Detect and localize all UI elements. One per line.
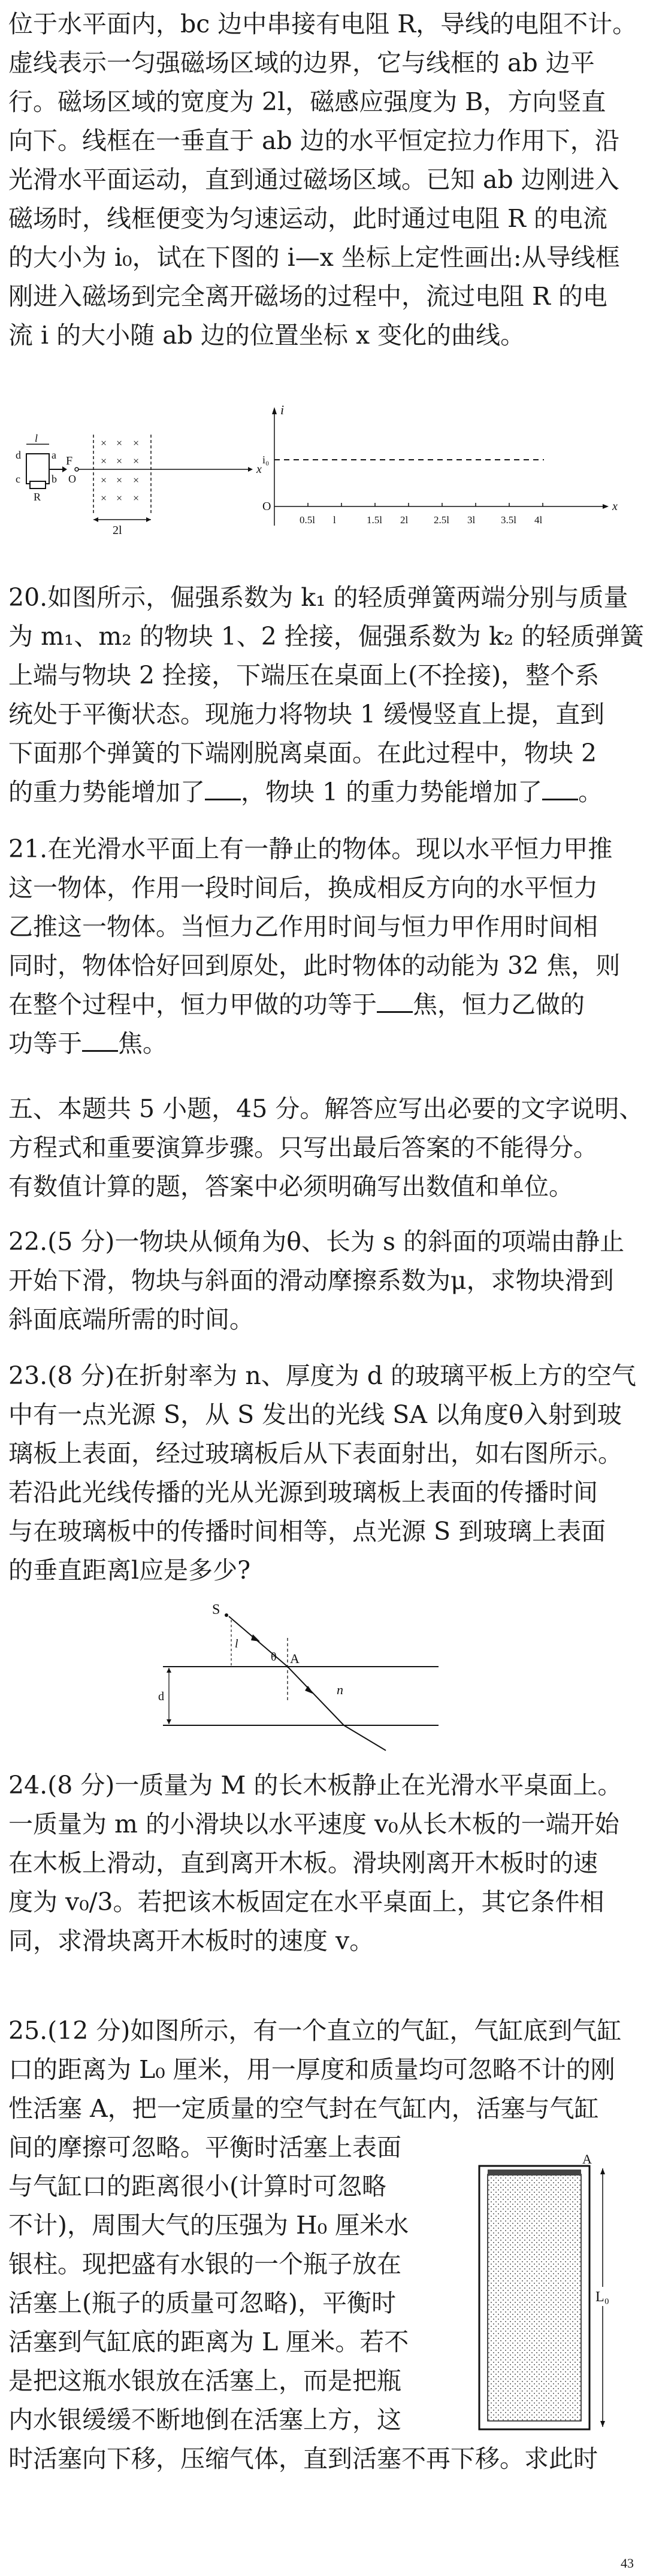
label-theta: θ bbox=[271, 1650, 277, 1664]
text-line: 间的摩擦可忽略。平衡时活塞上表面 bbox=[8, 2133, 401, 2162]
tick-label: 2.5l bbox=[434, 514, 449, 526]
text-line: 活塞上(瓶子的质量可忽略)，平衡时 bbox=[8, 2289, 396, 2317]
text-line: 同，求滑块离开木板时的速度 v。 bbox=[8, 1926, 374, 1955]
text-line: 时活塞向下移，压缩气体，直到活塞不再下移。求此时 bbox=[8, 2444, 598, 2473]
label-n: n bbox=[337, 1682, 343, 1697]
text-line: 中有一点光源 S，从 S 发出的光线 SA 以角度θ入射到玻 bbox=[8, 1400, 622, 1429]
text-line: 20.如图所示，倔强系数为 k₁ 的轻质弹簧两端分别与质量 bbox=[8, 583, 628, 612]
field-mark: × bbox=[101, 474, 107, 486]
field-mark: × bbox=[116, 455, 123, 467]
text-line: 光滑水平面运动，直到通过磁场区域。已知 ab 边刚进入 bbox=[8, 165, 619, 194]
text-line: 下面那个弹簧的下端刚脱离桌面。在此过程中，物块 2 bbox=[8, 739, 597, 767]
label-c: c bbox=[16, 473, 20, 485]
text-fragment: 在整个过程中，恒力甲做的功等于 bbox=[8, 990, 377, 1019]
text-line: 这一物体，作用一段时间后，换成相反方向的水平恒力 bbox=[8, 873, 598, 902]
text-fragment: ，物块 1 的重力势能增加了 bbox=[241, 778, 543, 806]
text-line: 开始下滑，物块与斜面的滑动摩擦系数为μ，求物块滑到 bbox=[8, 1266, 614, 1295]
field-mark: × bbox=[116, 437, 123, 449]
field-mark: × bbox=[116, 492, 123, 504]
answer-blank[interactable] bbox=[82, 1028, 118, 1052]
text-line: 22.(5 分)一物块从倾角为θ、长为 s 的斜面的项端由静止 bbox=[8, 1227, 625, 1256]
text-line bbox=[8, 773, 639, 812]
label-i: i bbox=[280, 402, 285, 417]
field-mark: × bbox=[133, 492, 140, 504]
label-d: d bbox=[16, 449, 21, 461]
frame-field-figure bbox=[11, 431, 274, 545]
intro-paragraph bbox=[8, 5, 639, 355]
field-mark: × bbox=[133, 437, 140, 449]
text-line: 璃板上表面，经过玻璃板后从下表面射出，如右图所示。 bbox=[8, 1439, 622, 1468]
label-l: l bbox=[35, 432, 38, 444]
text-line: 内水银缓缓不断地倒在活塞上方，这 bbox=[8, 2405, 401, 2434]
text-line: 不计)，周围大气的压强为 H₀ 厘米水 bbox=[8, 2211, 409, 2240]
text-line: 性活塞 A，把一定质量的空气封在气缸内，活塞与气缸 bbox=[8, 2094, 599, 2123]
text-fragment: 焦，恒力乙做的 bbox=[413, 990, 585, 1019]
text-line: 磁场时，线框便变为匀速运动，此时通过电阻 R 的电流 bbox=[8, 204, 607, 233]
field-mark: × bbox=[101, 437, 107, 449]
text-line: 斜面底端所需的时间。 bbox=[8, 1305, 254, 1334]
label-S: S bbox=[212, 1602, 220, 1618]
text-line: 刚进入磁场到完全离开磁场的过程中，流过电阻 R 的电 bbox=[8, 282, 607, 311]
text-line: 银柱。现把盛有水银的一个瓶子放在 bbox=[8, 2250, 401, 2278]
answer-blank[interactable] bbox=[205, 777, 241, 800]
text-line: 方程式和重要演算步骤。只写出最后答案的不能得分。 bbox=[8, 1133, 598, 1162]
text-line: 统处于平衡状态。现施力将物块 1 缓慢竖直上提，直到 bbox=[8, 700, 605, 729]
text-line: 21.在光滑水平面上有一静止的物体。现以水平恒力甲推 bbox=[8, 835, 613, 863]
text-line: 度为 v₀/3。若把该木板固定在水平桌面上，其它条件相 bbox=[8, 1888, 604, 1916]
field-mark: × bbox=[101, 492, 107, 504]
cylinder-figure bbox=[461, 2148, 623, 2441]
label-x: x bbox=[256, 463, 262, 476]
text-line: 25.(12 分)如图所示，有一个直立的气缸，气缸底到气缸 bbox=[8, 2016, 622, 2045]
text-line: 行。磁场区域的宽度为 2l，磁感应强度为 B，方向竖直 bbox=[8, 87, 606, 116]
tick-label: 4l bbox=[534, 514, 543, 526]
text-line: 24.(8 分)一质量为 M 的长木板静止在光滑水平桌面上。 bbox=[8, 1771, 622, 1800]
text-line: 口的距离为 L₀ 厘米，用一厚度和质量均可忽略不计的刚 bbox=[8, 2055, 615, 2084]
label-i0: i₀ bbox=[262, 454, 270, 466]
label-l: l bbox=[235, 1637, 238, 1650]
text-line: 若沿此光线传播的光从光源到玻璃板上表面的传播时间 bbox=[8, 1478, 598, 1507]
text-fragment: 焦。 bbox=[118, 1029, 167, 1058]
page-number: 43 bbox=[621, 2556, 634, 2571]
text-fragment: 功等于 bbox=[8, 1029, 82, 1058]
glass-plate-figure bbox=[157, 1596, 468, 1752]
question-23 bbox=[8, 1357, 639, 1590]
text-fragment: 的重力势能增加了 bbox=[8, 778, 205, 806]
field-mark: × bbox=[133, 474, 140, 486]
text-line: 向下。线框在一垂直于 ab 边的水平恒定拉力作用下，沿 bbox=[8, 126, 619, 155]
text-line: 同时，物体恰好回到原处，此时物体的动能为 32 焦，则 bbox=[8, 951, 621, 980]
text-line: 上端与物块 2 拴接，下端压在桌面上(不拴接)，整个系 bbox=[8, 661, 600, 690]
label-O: O bbox=[262, 500, 271, 513]
text-line: 乙推这一物体。当恒力乙作用时间与恒力甲作用时间相 bbox=[8, 912, 598, 941]
question-24 bbox=[8, 1766, 639, 1961]
field-mark: × bbox=[101, 455, 107, 467]
section-5-instructions bbox=[8, 1090, 644, 1206]
text-line: 是把这瓶水银放在活塞上，而是把瓶 bbox=[8, 2366, 401, 2395]
text-line: 23.(8 分)在折射率为 n、厚度为 d 的玻璃平板上方的空气 bbox=[8, 1361, 637, 1390]
text-line: 在木板上滑动，直到离开木板。滑块刚离开木板时的速 bbox=[8, 1849, 598, 1877]
question-20 bbox=[8, 578, 645, 812]
label-x: x bbox=[612, 500, 618, 513]
text-line: 虚线表示一匀强磁场区域的边界，它与线框的 ab 边平 bbox=[8, 48, 595, 77]
tick-label: 3.5l bbox=[501, 514, 516, 526]
text-line: 活塞到气缸底的距离为 L 厘米。若不 bbox=[8, 2328, 409, 2356]
answer-blank[interactable] bbox=[542, 777, 578, 800]
question-25-full-width bbox=[8, 2011, 639, 2167]
text-line: 为 m₁、m₂ 的物块 1、2 拴接，倔强系数为 k₂ 的轻质弹簧 bbox=[8, 622, 645, 651]
question-25-last-line bbox=[8, 2440, 639, 2478]
text-line: 有数值计算的题，答案中必须明确写出数值和单位。 bbox=[8, 1172, 573, 1201]
text-line: 与在玻璃板中的传播时间相等，点光源 S 到玻璃上表面 bbox=[8, 1517, 606, 1546]
tick-label: 1.5l bbox=[367, 514, 382, 526]
text-line bbox=[8, 1024, 639, 1063]
label-R: R bbox=[34, 491, 41, 503]
label-d: d bbox=[158, 1690, 164, 1703]
tick-label: 0.5l bbox=[300, 514, 315, 526]
text-line: 位于水平面内，bc 边中串接有电阻 R，导线的电阻不计。 bbox=[8, 10, 637, 38]
question-22 bbox=[8, 1222, 639, 1339]
label-O: O bbox=[68, 473, 76, 485]
label-a: a bbox=[52, 449, 56, 461]
label-A: A bbox=[290, 1651, 300, 1666]
label-A: A bbox=[582, 2152, 592, 2167]
question-25-narrow bbox=[8, 2167, 452, 2440]
text-line: 流 i 的大小随 ab 边的位置坐标 x 变化的曲线。 bbox=[8, 321, 525, 350]
text-line: 一质量为 m 的小滑块以水平速度 v₀从长木板的一端开始 bbox=[8, 1810, 619, 1838]
i-x-graph bbox=[264, 400, 635, 544]
label-b: b bbox=[52, 473, 57, 485]
text-line: 的垂直距离l应是多少? bbox=[8, 1556, 251, 1585]
answer-blank[interactable] bbox=[377, 990, 413, 1013]
field-mark: × bbox=[116, 474, 123, 486]
text-line bbox=[8, 985, 639, 1024]
question-21 bbox=[8, 830, 639, 1063]
tick-label: 3l bbox=[467, 514, 476, 526]
label-2l: 2l bbox=[113, 524, 122, 537]
field-mark: × bbox=[133, 455, 140, 467]
text-line: 与气缸口的距离很小(计算时可忽略 bbox=[8, 2172, 386, 2201]
label-F: F bbox=[66, 454, 73, 468]
label-L0: L₀ bbox=[595, 2289, 610, 2305]
text-line: 的大小为 i₀，试在下图的 i—x 坐标上定性画出:从导线框 bbox=[8, 243, 620, 272]
text-line: 五、本题共 5 小题，45 分。解答应写出必要的文字说明、 bbox=[8, 1094, 644, 1123]
tick-label: l bbox=[333, 514, 336, 526]
tick-label: 2l bbox=[400, 514, 409, 526]
text-fragment: 。 bbox=[578, 778, 603, 806]
